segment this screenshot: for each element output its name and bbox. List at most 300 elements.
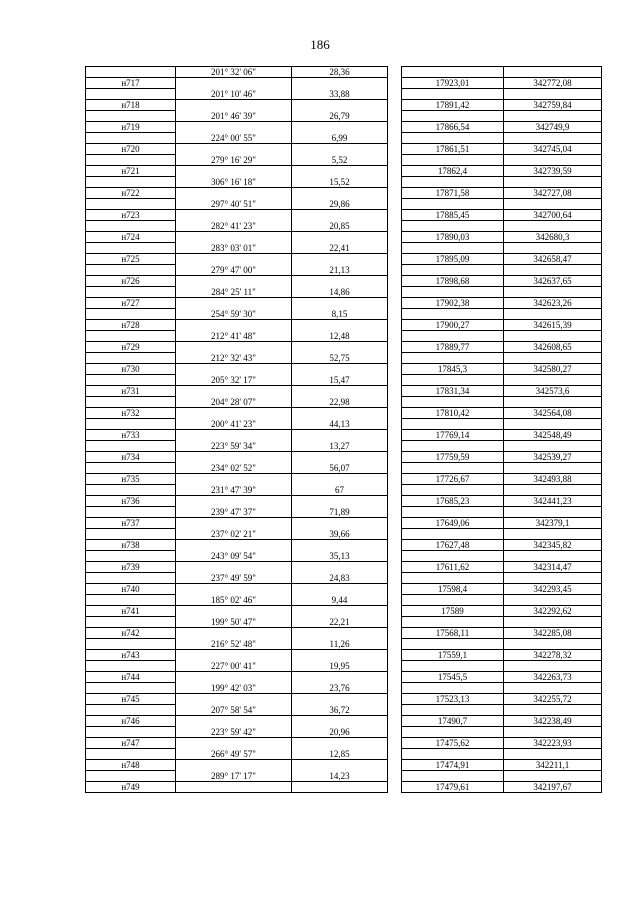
distance-cell (292, 166, 388, 177)
distance-cell: 12,85 (292, 749, 388, 760)
x-coordinate-cell (402, 155, 504, 166)
y-coordinate-cell (504, 177, 602, 188)
distance-cell (292, 144, 388, 155)
point-row (86, 672, 602, 683)
y-coordinate-cell (504, 639, 602, 650)
distance-cell: 24,83 (292, 573, 388, 584)
direction-angle-cell (176, 210, 292, 221)
point-id-cell (86, 331, 176, 342)
distance-cell: 20,96 (292, 727, 388, 738)
distance-cell (292, 540, 388, 551)
x-coordinate-cell: 17861,51 (402, 144, 504, 155)
distance-cell (292, 430, 388, 441)
y-coordinate-cell (504, 111, 602, 122)
y-coordinate-cell (504, 463, 602, 474)
direction-angle-cell (176, 408, 292, 419)
direction-angle-cell: 254° 59' 30" (176, 309, 292, 320)
segment-row (86, 573, 602, 584)
distance-cell: 28,36 (292, 67, 388, 78)
distance-cell (292, 672, 388, 683)
point-id-cell: н744 (86, 672, 176, 683)
x-coordinate-cell: 17871,58 (402, 188, 504, 199)
x-coordinate-cell (402, 705, 504, 716)
gap-cell (388, 496, 402, 507)
segment-row (86, 243, 602, 254)
segment-row (86, 771, 602, 782)
point-id-cell: н721 (86, 166, 176, 177)
direction-angle-cell: 205° 32' 17" (176, 375, 292, 386)
distance-cell: 22,41 (292, 243, 388, 254)
x-coordinate-cell (402, 727, 504, 738)
point-id-cell (86, 199, 176, 210)
gap-cell (388, 573, 402, 584)
y-coordinate-cell: 342772,08 (504, 78, 602, 89)
direction-angle-cell: 227° 00' 41" (176, 661, 292, 672)
y-coordinate-cell (504, 199, 602, 210)
segment-row (86, 419, 602, 430)
point-row (86, 716, 602, 727)
point-row (86, 276, 602, 287)
point-row (86, 782, 602, 793)
direction-angle-cell: 243° 09' 54" (176, 551, 292, 562)
distance-cell: 15,52 (292, 177, 388, 188)
y-coordinate-cell (504, 419, 602, 430)
gap-cell (388, 386, 402, 397)
point-id-cell: н733 (86, 430, 176, 441)
x-coordinate-cell: 17769,14 (402, 430, 504, 441)
direction-angle-cell: 207° 58' 54" (176, 705, 292, 716)
point-id-cell (86, 419, 176, 430)
direction-angle-cell (176, 606, 292, 617)
segment-row (86, 639, 602, 650)
point-id-cell: н730 (86, 364, 176, 375)
y-coordinate-cell (504, 353, 602, 364)
direction-angle-cell (176, 232, 292, 243)
y-coordinate-cell: 342263,73 (504, 672, 602, 683)
point-id-cell (86, 265, 176, 276)
distance-cell (292, 298, 388, 309)
y-coordinate-cell: 342548,49 (504, 430, 602, 441)
x-coordinate-cell: 17885,45 (402, 210, 504, 221)
distance-cell: 13,27 (292, 441, 388, 452)
direction-angle-cell: 212° 32' 43" (176, 353, 292, 364)
direction-angle-cell (176, 694, 292, 705)
point-row (86, 342, 602, 353)
direction-angle-cell (176, 364, 292, 375)
y-coordinate-cell: 342727,08 (504, 188, 602, 199)
point-row (86, 452, 602, 463)
distance-cell: 20,85 (292, 221, 388, 232)
y-coordinate-cell (504, 683, 602, 694)
gap-cell (388, 133, 402, 144)
segment-row (86, 309, 602, 320)
x-coordinate-cell: 17900,27 (402, 320, 504, 331)
y-coordinate-cell: 342493,88 (504, 474, 602, 485)
y-coordinate-cell: 342564,08 (504, 408, 602, 419)
direction-angle-cell: 234° 02' 52" (176, 463, 292, 474)
gap-cell (388, 419, 402, 430)
y-coordinate-cell (504, 529, 602, 540)
gap-cell (388, 265, 402, 276)
point-id-cell (86, 221, 176, 232)
gap-cell (388, 661, 402, 672)
point-id-cell: н720 (86, 144, 176, 155)
direction-angle-cell (176, 628, 292, 639)
x-coordinate-cell: 17891,42 (402, 100, 504, 111)
point-row (86, 408, 602, 419)
point-row (86, 78, 602, 89)
page-number: 186 (310, 37, 330, 52)
point-id-cell (86, 441, 176, 452)
segment-row (86, 375, 602, 386)
distance-cell (292, 210, 388, 221)
point-id-cell: н731 (86, 386, 176, 397)
x-coordinate-cell: 17568,11 (402, 628, 504, 639)
y-coordinate-cell (504, 309, 602, 320)
point-id-cell (86, 551, 176, 562)
point-id-cell: н745 (86, 694, 176, 705)
distance-cell (292, 782, 388, 793)
segment-row (86, 661, 602, 672)
point-id-cell: н718 (86, 100, 176, 111)
segment-row (86, 507, 602, 518)
distance-cell: 14,23 (292, 771, 388, 782)
y-coordinate-cell: 342285,08 (504, 628, 602, 639)
x-coordinate-cell: 17523,13 (402, 694, 504, 705)
gap-cell (388, 650, 402, 661)
gap-cell (388, 397, 402, 408)
y-coordinate-cell: 342623,26 (504, 298, 602, 309)
distance-cell: 15,47 (292, 375, 388, 386)
y-coordinate-cell (504, 89, 602, 100)
point-id-cell (86, 529, 176, 540)
point-row (86, 628, 602, 639)
x-coordinate-cell (402, 441, 504, 452)
y-coordinate-cell (504, 485, 602, 496)
point-id-cell: н748 (86, 760, 176, 771)
x-coordinate-cell: 17649,06 (402, 518, 504, 529)
distance-cell (292, 562, 388, 573)
gap-cell (388, 430, 402, 441)
segment-row (86, 155, 602, 166)
direction-angle-cell (176, 562, 292, 573)
x-coordinate-cell (402, 485, 504, 496)
segment-row (86, 463, 602, 474)
y-coordinate-cell: 342739,59 (504, 166, 602, 177)
x-coordinate-cell: 17889,77 (402, 342, 504, 353)
direction-angle-cell: 306° 16' 18" (176, 177, 292, 188)
distance-cell: 71,89 (292, 507, 388, 518)
point-row (86, 386, 602, 397)
gap-cell (388, 628, 402, 639)
direction-angle-cell: 224° 00' 55" (176, 133, 292, 144)
distance-cell (292, 518, 388, 529)
point-id-cell (86, 375, 176, 386)
direction-angle-cell (176, 760, 292, 771)
x-coordinate-cell (402, 199, 504, 210)
direction-angle-cell (176, 518, 292, 529)
point-row (86, 738, 602, 749)
distance-cell: 23,76 (292, 683, 388, 694)
gap-cell (388, 474, 402, 485)
point-row (86, 584, 602, 595)
point-id-cell (86, 353, 176, 364)
distance-cell (292, 122, 388, 133)
gap-cell (388, 199, 402, 210)
y-coordinate-cell: 342345,82 (504, 540, 602, 551)
point-id-cell (86, 683, 176, 694)
point-id-cell: н741 (86, 606, 176, 617)
gap-cell (388, 276, 402, 287)
y-coordinate-cell: 342759,84 (504, 100, 602, 111)
distance-cell (292, 188, 388, 199)
point-id-cell (86, 595, 176, 606)
point-id-cell: н749 (86, 782, 176, 793)
point-id-cell (86, 617, 176, 628)
direction-angle-cell (176, 584, 292, 595)
direction-angle-cell (176, 254, 292, 265)
x-coordinate-cell (402, 111, 504, 122)
point-row (86, 518, 602, 529)
point-id-cell: н728 (86, 320, 176, 331)
point-row (86, 540, 602, 551)
x-coordinate-cell (402, 573, 504, 584)
distance-cell: 67 (292, 485, 388, 496)
distance-cell: 9,44 (292, 595, 388, 606)
gap-cell (388, 595, 402, 606)
point-row (86, 320, 602, 331)
segment-row (86, 529, 602, 540)
y-coordinate-cell (504, 705, 602, 716)
gap-cell (388, 716, 402, 727)
gap-cell (388, 529, 402, 540)
point-row (86, 606, 602, 617)
distance-cell (292, 276, 388, 287)
direction-angle-cell (176, 386, 292, 397)
x-coordinate-cell: 17475,62 (402, 738, 504, 749)
point-id-cell (86, 177, 176, 188)
y-coordinate-cell: 342700,64 (504, 210, 602, 221)
x-coordinate-cell: 17685,23 (402, 496, 504, 507)
x-coordinate-cell (402, 661, 504, 672)
direction-angle-cell: 201° 32' 06" (176, 67, 292, 78)
distance-cell: 52,75 (292, 353, 388, 364)
x-coordinate-cell (402, 749, 504, 760)
gap-cell (388, 210, 402, 221)
distance-cell (292, 760, 388, 771)
direction-angle-cell: 199° 50' 47" (176, 617, 292, 628)
gap-cell (388, 518, 402, 529)
point-id-cell (86, 749, 176, 760)
point-id-cell (86, 485, 176, 496)
point-id-cell: н739 (86, 562, 176, 573)
table-body (86, 67, 602, 793)
distance-cell (292, 254, 388, 265)
gap-cell (388, 364, 402, 375)
x-coordinate-cell (402, 375, 504, 386)
distance-cell (292, 320, 388, 331)
point-id-cell: н743 (86, 650, 176, 661)
x-coordinate-cell (402, 419, 504, 430)
point-row (86, 650, 602, 661)
segment-row (86, 67, 602, 78)
direction-angle-cell: 283° 03' 01" (176, 243, 292, 254)
gap-cell (388, 551, 402, 562)
point-id-cell (86, 463, 176, 474)
point-id-cell (86, 639, 176, 650)
direction-angle-cell (176, 144, 292, 155)
point-id-cell: н735 (86, 474, 176, 485)
direction-angle-cell: 279° 16' 29" (176, 155, 292, 166)
gap-cell (388, 617, 402, 628)
distance-cell (292, 408, 388, 419)
distance-cell (292, 496, 388, 507)
direction-angle-cell (176, 166, 292, 177)
x-coordinate-cell: 17810,42 (402, 408, 504, 419)
distance-cell: 11,26 (292, 639, 388, 650)
point-id-cell (86, 287, 176, 298)
y-coordinate-cell (504, 243, 602, 254)
direction-angle-cell: 279° 47' 00" (176, 265, 292, 276)
point-id-cell (86, 243, 176, 254)
direction-angle-cell: 297° 40' 51" (176, 199, 292, 210)
point-id-cell: н719 (86, 122, 176, 133)
point-id-cell: н725 (86, 254, 176, 265)
distance-cell (292, 628, 388, 639)
gap-cell (388, 485, 402, 496)
direction-angle-cell: 201° 10' 46" (176, 89, 292, 100)
gap-cell (388, 760, 402, 771)
distance-cell: 56,07 (292, 463, 388, 474)
x-coordinate-cell: 17898,68 (402, 276, 504, 287)
gap-cell (388, 694, 402, 705)
direction-angle-cell: 284° 25' 11" (176, 287, 292, 298)
x-coordinate-cell (402, 221, 504, 232)
segment-row (86, 397, 602, 408)
y-coordinate-cell (504, 221, 602, 232)
segment-row (86, 617, 602, 628)
x-coordinate-cell (402, 771, 504, 782)
gap-cell (388, 375, 402, 386)
direction-angle-cell (176, 782, 292, 793)
gap-cell (388, 562, 402, 573)
x-coordinate-cell (402, 551, 504, 562)
point-id-cell: н738 (86, 540, 176, 551)
x-coordinate-cell (402, 529, 504, 540)
segment-row (86, 749, 602, 760)
point-id-cell (86, 397, 176, 408)
y-coordinate-cell: 342658,47 (504, 254, 602, 265)
y-coordinate-cell: 342615,39 (504, 320, 602, 331)
point-id-cell (86, 661, 176, 672)
y-coordinate-cell: 342745,04 (504, 144, 602, 155)
gap-cell (388, 441, 402, 452)
x-coordinate-cell (402, 331, 504, 342)
point-row (86, 562, 602, 573)
segment-row (86, 485, 602, 496)
y-coordinate-cell: 342580,27 (504, 364, 602, 375)
x-coordinate-cell (402, 353, 504, 364)
direction-angle-cell: 239° 47' 37" (176, 507, 292, 518)
y-coordinate-cell: 342314,47 (504, 562, 602, 573)
gap-cell (388, 639, 402, 650)
x-coordinate-cell: 17831,34 (402, 386, 504, 397)
gap-cell (388, 749, 402, 760)
x-coordinate-cell (402, 507, 504, 518)
distance-cell: 21,13 (292, 265, 388, 276)
point-id-cell (86, 727, 176, 738)
x-coordinate-cell (402, 265, 504, 276)
distance-cell: 35,13 (292, 551, 388, 562)
y-coordinate-cell (504, 67, 602, 78)
distance-cell: 5,52 (292, 155, 388, 166)
point-id-cell: н724 (86, 232, 176, 243)
gap-cell (388, 144, 402, 155)
distance-cell (292, 232, 388, 243)
y-coordinate-cell: 342255,72 (504, 694, 602, 705)
point-row (86, 474, 602, 485)
gap-cell (388, 320, 402, 331)
y-coordinate-cell: 342379,1 (504, 518, 602, 529)
y-coordinate-cell: 342293,45 (504, 584, 602, 595)
segment-row (86, 595, 602, 606)
y-coordinate-cell: 342292,62 (504, 606, 602, 617)
gap-cell (388, 232, 402, 243)
gap-cell (388, 606, 402, 617)
x-coordinate-cell (402, 397, 504, 408)
distance-cell (292, 694, 388, 705)
x-coordinate-cell: 17598,4 (402, 584, 504, 595)
direction-angle-cell: 204° 28' 07" (176, 397, 292, 408)
gap-cell (388, 177, 402, 188)
gap-cell (388, 100, 402, 111)
point-id-cell: н722 (86, 188, 176, 199)
point-id-cell: н726 (86, 276, 176, 287)
y-coordinate-cell: 342211,1 (504, 760, 602, 771)
segment-row (86, 89, 602, 100)
x-coordinate-cell: 17759,59 (402, 452, 504, 463)
distance-cell: 19,95 (292, 661, 388, 672)
distance-cell (292, 100, 388, 111)
gap-cell (388, 705, 402, 716)
x-coordinate-cell: 17479,61 (402, 782, 504, 793)
x-coordinate-cell: 17589 (402, 606, 504, 617)
direction-angle-cell: 237° 02' 21" (176, 529, 292, 540)
distance-cell: 8,15 (292, 309, 388, 320)
direction-angle-cell (176, 540, 292, 551)
x-coordinate-cell (402, 683, 504, 694)
direction-angle-cell (176, 320, 292, 331)
point-id-cell (86, 705, 176, 716)
segment-row (86, 331, 602, 342)
direction-angle-cell (176, 78, 292, 89)
point-row (86, 100, 602, 111)
x-coordinate-cell: 17890,03 (402, 232, 504, 243)
y-coordinate-cell (504, 617, 602, 628)
gap-cell (388, 298, 402, 309)
y-coordinate-cell: 342680,3 (504, 232, 602, 243)
gap-cell (388, 254, 402, 265)
direction-angle-cell: 200° 41' 23" (176, 419, 292, 430)
point-id-cell (86, 111, 176, 122)
direction-angle-cell (176, 100, 292, 111)
y-coordinate-cell: 342223,93 (504, 738, 602, 749)
x-coordinate-cell (402, 639, 504, 650)
gap-cell (388, 452, 402, 463)
segment-row (86, 551, 602, 562)
gap-cell (388, 166, 402, 177)
distance-cell (292, 474, 388, 485)
